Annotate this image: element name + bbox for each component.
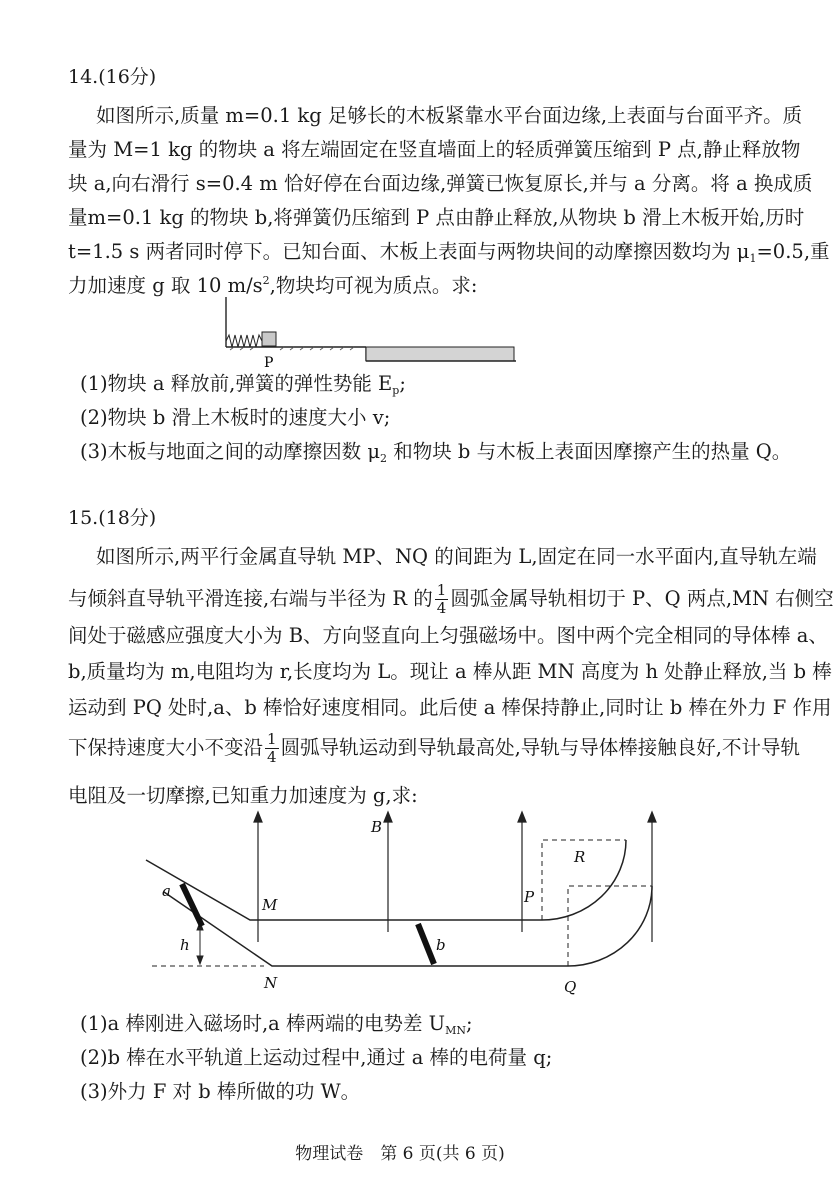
label-r: R bbox=[574, 848, 586, 866]
q15-text-line-5: 运动到 PQ 处时,a、b 棒恰好速度相同。此后使 a 棒保持静止,同时让 b 棒在外力 F 作用 bbox=[68, 696, 832, 719]
q15-text-line-2b: 圆弧金属导轨相切于 P、Q 两点,MN 右侧空 bbox=[450, 587, 834, 610]
label-a: a bbox=[162, 882, 171, 900]
q14-number: 14. bbox=[68, 66, 99, 88]
q15-heading bbox=[68, 505, 156, 531]
arc-lower bbox=[568, 886, 652, 966]
rod-b bbox=[418, 924, 434, 964]
fraction-denominator: 4 bbox=[436, 599, 447, 617]
q14-question-3-end: 和物块 b 与木板上表面因摩擦产生的热量 Q。 bbox=[387, 440, 792, 463]
fraction-numerator: 1 bbox=[436, 581, 447, 599]
wooden-board bbox=[366, 347, 514, 361]
q15-text-line-7: 电阻及一切摩擦,已知重力加速度为 g,求: bbox=[68, 784, 418, 807]
label-b-field: B bbox=[371, 818, 383, 836]
q14-heading bbox=[68, 64, 156, 90]
q14-text-line-6b: ,物块均可视为质点。求: bbox=[269, 274, 478, 297]
q14-question-1-end: ; bbox=[399, 372, 406, 395]
fraction-denominator-2: 4 bbox=[267, 748, 277, 766]
q15-question-2: (2)b 棒在水平轨道上运动过程中,通过 a 棒的电荷量 q; bbox=[80, 1046, 553, 1069]
label-q: Q bbox=[564, 978, 577, 996]
q15-number: 15. bbox=[68, 507, 99, 529]
q14-text-line-5 bbox=[68, 239, 830, 268]
figure-label-p: P bbox=[264, 355, 274, 371]
q14-text-line-3: 块 a,向右滑行 s=0.4 m 恰好停在台面边缘,弹簧已恢复原长,并与 a 分离。将 a 换成质 bbox=[68, 172, 813, 195]
q15-question-3: (3)外力 F 对 b 棒所做的功 W。 bbox=[80, 1080, 361, 1103]
fraction-one-quarter-2 bbox=[265, 731, 279, 766]
magnetic-field-arrows bbox=[254, 812, 656, 942]
label-p: P bbox=[524, 888, 535, 906]
mu1-subscript: 1 bbox=[749, 252, 757, 265]
block-a bbox=[262, 332, 276, 346]
spring bbox=[226, 335, 262, 347]
q14-question-1 bbox=[80, 371, 406, 400]
rail-mp bbox=[146, 860, 542, 920]
q14-text-line-4: 量m=0.1 kg 的物块 b,将弹簧仍压缩到 P 点由静止释放,从物块 b 滑上木板开始,历时 bbox=[68, 206, 805, 229]
q14-text-line-6a: 力加速度 g 取 10 m/s bbox=[68, 274, 263, 297]
q15-question-1-text: (1)a 棒刚进入磁场时,a 棒两端的电势差 U bbox=[80, 1012, 446, 1035]
q15-text-line-2 bbox=[68, 582, 834, 617]
label-b-rod: b bbox=[436, 936, 446, 954]
q14-text-line-5a: t=1.5 s 两者同时停下。已知台面、木板上表面与两物块间的动摩擦因数均为 μ bbox=[68, 240, 750, 263]
label-m: M bbox=[262, 896, 278, 914]
q15-text-line-6 bbox=[68, 731, 800, 766]
q14-question-3-text: (3)木板与地面之间的动摩擦因数 μ bbox=[80, 440, 380, 463]
fraction-numerator-2: 1 bbox=[267, 730, 277, 748]
height-marker bbox=[197, 922, 203, 964]
q14-spring-block-figure bbox=[220, 295, 520, 370]
rail-nq bbox=[164, 892, 568, 966]
q15-question-1-end: ; bbox=[466, 1012, 473, 1035]
squared-superscript: 2 bbox=[262, 274, 270, 287]
q15-text-line-1: 如图所示,两平行金属直导轨 MP、NQ 的间距为 L,固定在同一水平面内,直导轨左端 bbox=[96, 545, 817, 568]
q15-text-line-4: b,质量均为 m,电阻均为 r,长度均为 L。现让 a 棒从距 MN 高度为 h 处静止释放,当 b 棒 bbox=[68, 660, 832, 683]
q14-text-line-2: 量为 M=1 kg 的物块 a 将左端固定在竖直墙面上的轻质弹簧压缩到 P 点,静止释放物 bbox=[68, 138, 801, 161]
fraction-one-quarter bbox=[435, 582, 449, 617]
q15-rail-figure bbox=[140, 812, 670, 1002]
q14-text-line-1: 如图所示,质量 m=0.1 kg 足够长的木板紧靠水平台面边缘,上表面与台面平齐。质 bbox=[96, 104, 803, 127]
q15-text-line-2a: 与倾斜直导轨平滑连接,右端与半径为 R 的 bbox=[68, 587, 433, 610]
q14-question-1-text: (1)物块 a 释放前,弹簧的弹性势能 E bbox=[80, 372, 393, 395]
q14-text-line-5b: =0.5,重 bbox=[756, 240, 830, 263]
mu2-subscript: 2 bbox=[380, 452, 387, 465]
q14-score: (16分) bbox=[98, 66, 157, 88]
label-n: N bbox=[264, 974, 278, 992]
page-footer: 物理试卷 第 6 页(共 6 页) bbox=[295, 1144, 505, 1164]
q15-text-line-6a: 下保持速度大小不变沿 bbox=[68, 736, 264, 759]
umn-subscript: MN bbox=[445, 1024, 466, 1037]
ep-subscript: p bbox=[392, 384, 400, 397]
label-h: h bbox=[180, 936, 190, 954]
q15-text-line-6b: 圆弧导轨运动到导轨最高处,导轨与导体棒接触良好,不计导轨 bbox=[280, 736, 800, 759]
q14-question-2: (2)物块 b 滑上木板时的速度大小 v; bbox=[80, 406, 391, 429]
q15-question-1 bbox=[80, 1011, 473, 1040]
q14-question-3 bbox=[80, 439, 791, 468]
q15-text-line-3: 间处于磁感应强度大小为 B、方向竖直向上匀强磁场中。图中两个完全相同的导体棒 a、 bbox=[68, 624, 828, 647]
q15-score: (18分) bbox=[98, 507, 157, 529]
